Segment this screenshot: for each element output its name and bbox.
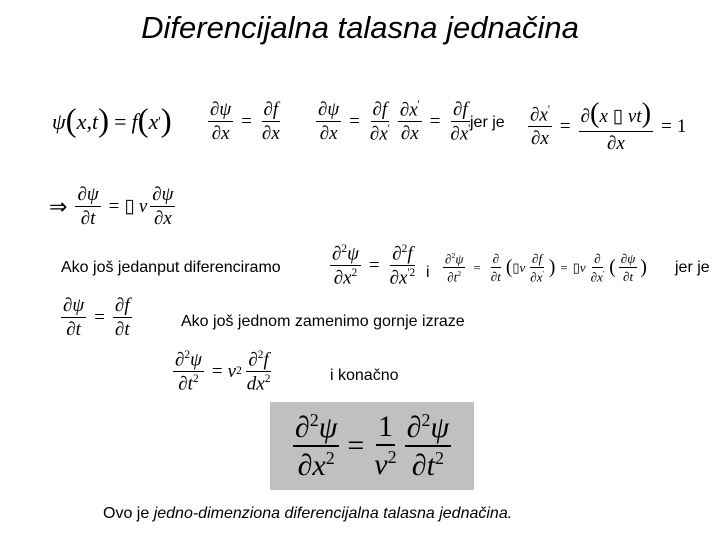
ako-jos-jednom-label: Ako još jednom zamenimo gornje izraze <box>181 313 465 330</box>
jer-je-label-1: jer je <box>470 114 505 131</box>
equation-dxprime-dx: $\frac{\partial x'}{\partial x}$ = $\frac{\partial(x ▯ vt)}{\partial x}$ = 1 <box>530 98 687 154</box>
equation-chain-rule: $\frac{\partial\psi}{\partial x}$ = $\frac{\partial f}{\partial x'}$ $\frac{\partial x'}{\partial x}$ = $\frac{\partial f}{\partial x'}$ <box>318 99 471 145</box>
equation-dpsi-dt-df-dt: $\frac{\partial\psi}{\partial t}$ = $\frac{\partial f}{\partial t}$ <box>63 295 130 340</box>
i-konacno-label: i konačno <box>330 367 399 384</box>
equation-dpsi-dx: $\frac{\partial\psi}{\partial x}$ = $\frac{\partial f}{\partial x}$ <box>210 99 280 144</box>
final-statement: Ovo je jedno-dimenziona diferencijalna talasna jednačina. <box>103 505 513 522</box>
slide-title: Diferencijalna talasna jednačina <box>141 10 579 45</box>
equation-second-derivative-t: $\frac{\partial^2\psi}{\partial t^2}$ = $\frac{\partial}{\partial t}$ ( ▯ v $\frac{\partial f}{\partial x'}$ ) = ▯ v $\frac{\partial}{\partial x'}$ ( $\frac{\partial\psi}{\partial t}$ ) <box>445 251 647 285</box>
i-connector-label: i <box>426 264 430 281</box>
ako-jos-jedanput-label: Ako još jedanput diferenciramo <box>61 259 281 276</box>
equation-dpsi-dt: ⇒ $\frac{\partial\psi}{\partial t}$ = ▯ v $\frac{\partial\psi}{\partial x}$ <box>49 184 174 229</box>
wave-equation: $\frac{\partial^2\psi}{\partial x^2}$ = $\frac{1}{v^2}$ $\frac{\partial^2\psi}{\partial t^2}$ <box>294 410 450 482</box>
equation-v2-substitution: $\frac{\partial^2\psi}{\partial t^2}$ = v 2 $\frac{\partial^2f}{dx^2}$ <box>175 349 271 395</box>
wave-equation-box <box>270 402 474 490</box>
equation-psi-definition: ψ ( x , t ) = f ( x ' ) <box>52 103 172 139</box>
equation-second-derivative-x: $\frac{\partial^2\psi}{\partial x^2}$ = $\frac{\partial^2f}{\partial x^{'2}}$ <box>332 243 416 289</box>
jer-je-label-2: jer je <box>675 259 710 276</box>
